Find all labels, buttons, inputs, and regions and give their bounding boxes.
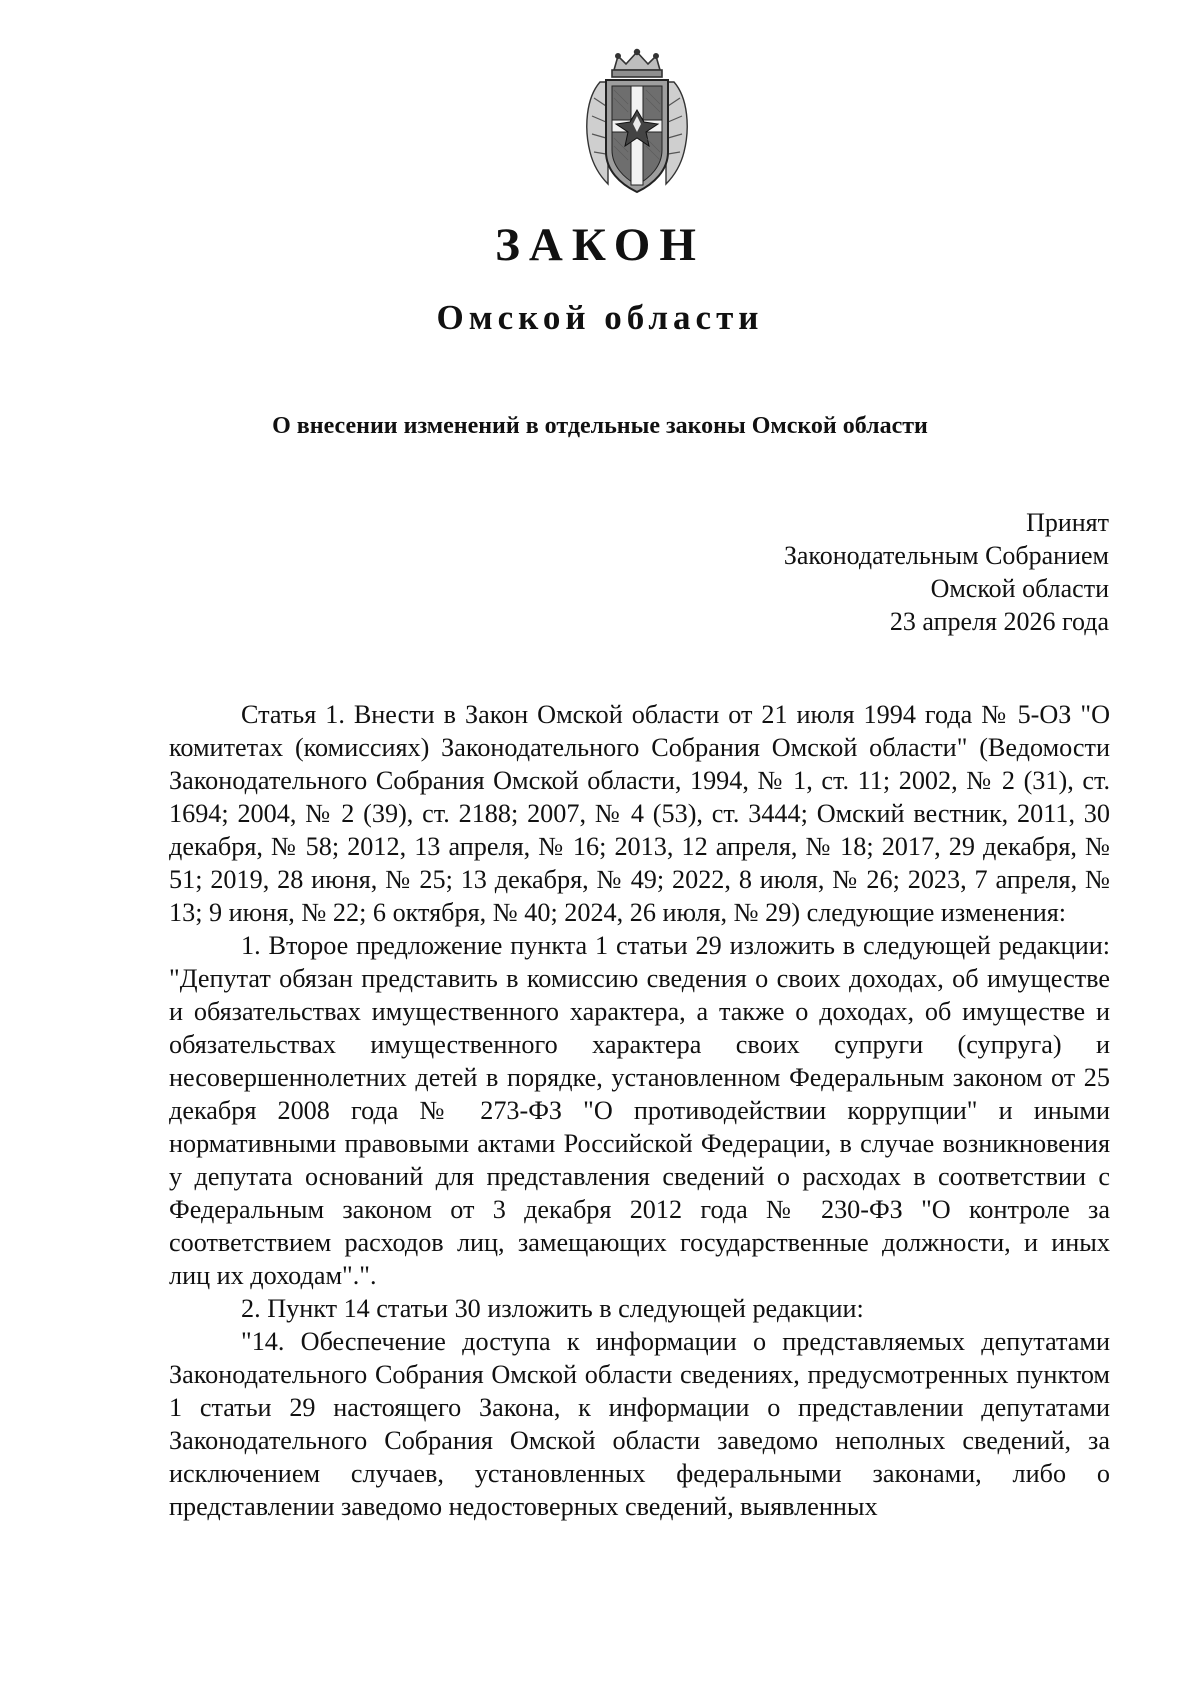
amendment-item-2: 2. Пункт 14 статьи 30 изложить в следующей редакции: <box>241 1294 864 1323</box>
coat-of-arms-emblem <box>578 48 696 196</box>
law-heading: О внесении изменений в отдельные законы Омской области <box>272 413 928 439</box>
amendment-item-1: 1. Второе предложение пункта 1 статьи 29 изложить в следующей редакции: "Депутат обязан представить в комиссию сведения о своих доходах, об имуществе и обязательствах имущественного характера, а также о доходах, об имуществе и обязательствах имущественного характера своих супруги (супруга) и несовершеннолетних детей в порядке, установленном Федеральным законом от 25 декабря 2008 года № 273-ФЗ "О противодействии коррупции" и иными нормативными правовыми актами Российской Федерации, в случае возникновения у депутата оснований для представления сведений о расходах в соответствии с Федеральным законом от 3 декабря 2012 года № 230-ФЗ "О контроле за соответствием расходов лиц, замещающих государственные должности, и иных лиц их доходам".". <box>169 931 1110 1290</box>
amendment-item-2-quote: "14. Обеспечение доступа к информации о представляемых депутатами Законодательного Собрания Омской области сведениях, предусмотренных пунктом 1 статьи 29 настоящего Закона, к информации о представлении депутатами Законодательного Собрания Омской области заведомо неполных сведений, за исключением случаев, установленных федеральными законами, либо о представлении заведомо недостоверных сведений, выявленных <box>169 1327 1110 1521</box>
document-title: ЗАКОН <box>495 219 705 271</box>
adoption-line: Законодательным Собранием <box>783 541 1109 570</box>
adoption-line: Омской области <box>930 574 1109 603</box>
law-body <box>169 698 1110 1523</box>
adoption-line: Принят <box>1026 508 1109 537</box>
adoption-date: 23 апреля 2026 года <box>889 607 1109 636</box>
article-1-paragraph: Статья 1. Внести в Закон Омской области от 21 июля 1994 года № 5-ОЗ "О комитетах (комиссиях) Законодательного Собрания Омской области" (Ведомости Законодательного Собрания Омской области, 1994, № 1, ст. 11; 2002, № 2 (31), ст. 1694; 2004, № 2 (39), ст. 2188; 2007, № 4 (53), ст. 3444; Омский вестник, 2011, 30 декабря, № 58; 2012, 13 апреля, № 16; 2013, 12 апреля, № 18; 2017, 29 декабря, № 51; 2019, 28 июня, № 25; 13 декабря, № 49; 2022, 8 июля, № 26; 2023, 7 апреля, № 13; 9 июня, № 22; 6 октября, № 40; 2024, 26 июля, № 29) следующие изменения: <box>169 700 1110 927</box>
document-subtitle: Омской области <box>436 298 764 337</box>
adoption-block <box>784 506 1109 638</box>
